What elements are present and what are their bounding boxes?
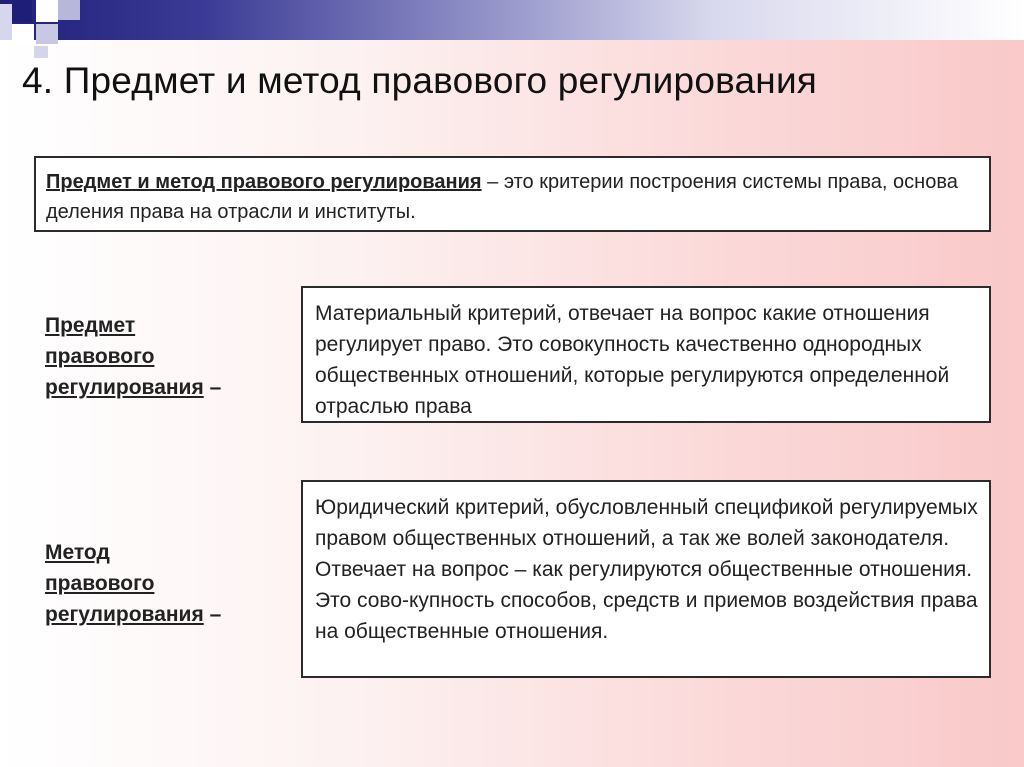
decorative-square <box>12 24 34 46</box>
decorative-square <box>58 0 80 20</box>
definition-text: – это критерии построения системы права, основа деления права на отрасли и институты. <box>46 171 958 223</box>
method-description: Юридический критерий, обусловленный спецификой регулируемых правом общественных отношений, а так же волей законодателя. Отвечает на вопрос – как регулируются общественные отношения. Это сово-купность способов, средств и приемов воздействия права на общественные отношения. <box>315 496 978 643</box>
subject-label-dash: – <box>203 376 222 399</box>
decorative-square <box>12 0 32 22</box>
header-gradient-bar <box>0 0 1024 40</box>
method-label-line-3: регулирования <box>45 603 204 626</box>
method-label-line-2: правового <box>45 572 155 595</box>
definition-term: Предмет и метод правового регулирования <box>46 171 482 193</box>
method-label <box>45 537 221 630</box>
decorative-square <box>34 46 48 58</box>
decorative-square <box>36 0 58 22</box>
method-label-dash: – <box>203 603 222 626</box>
subject-label-line-3: регулирования <box>45 376 204 399</box>
subject-label-line-1: Предмет <box>45 314 136 337</box>
subject-description: Материальный критерий, отвечает на вопрос какие отношения регулирует право. Это совокупность качественно однородных общественных отношений, которые регулируются определенной отраслью права <box>315 302 950 418</box>
decorative-square <box>0 4 12 40</box>
subject-label-line-2: правового <box>45 345 155 368</box>
method-label-line-1: Метод <box>45 541 110 564</box>
decorative-square <box>36 24 58 44</box>
subject-label <box>45 310 221 403</box>
definition-box <box>34 156 991 232</box>
subject-description-box <box>301 286 991 423</box>
method-description-box <box>301 480 991 678</box>
slide-title: 4. Предмет и метод правового регулирования <box>22 60 818 101</box>
